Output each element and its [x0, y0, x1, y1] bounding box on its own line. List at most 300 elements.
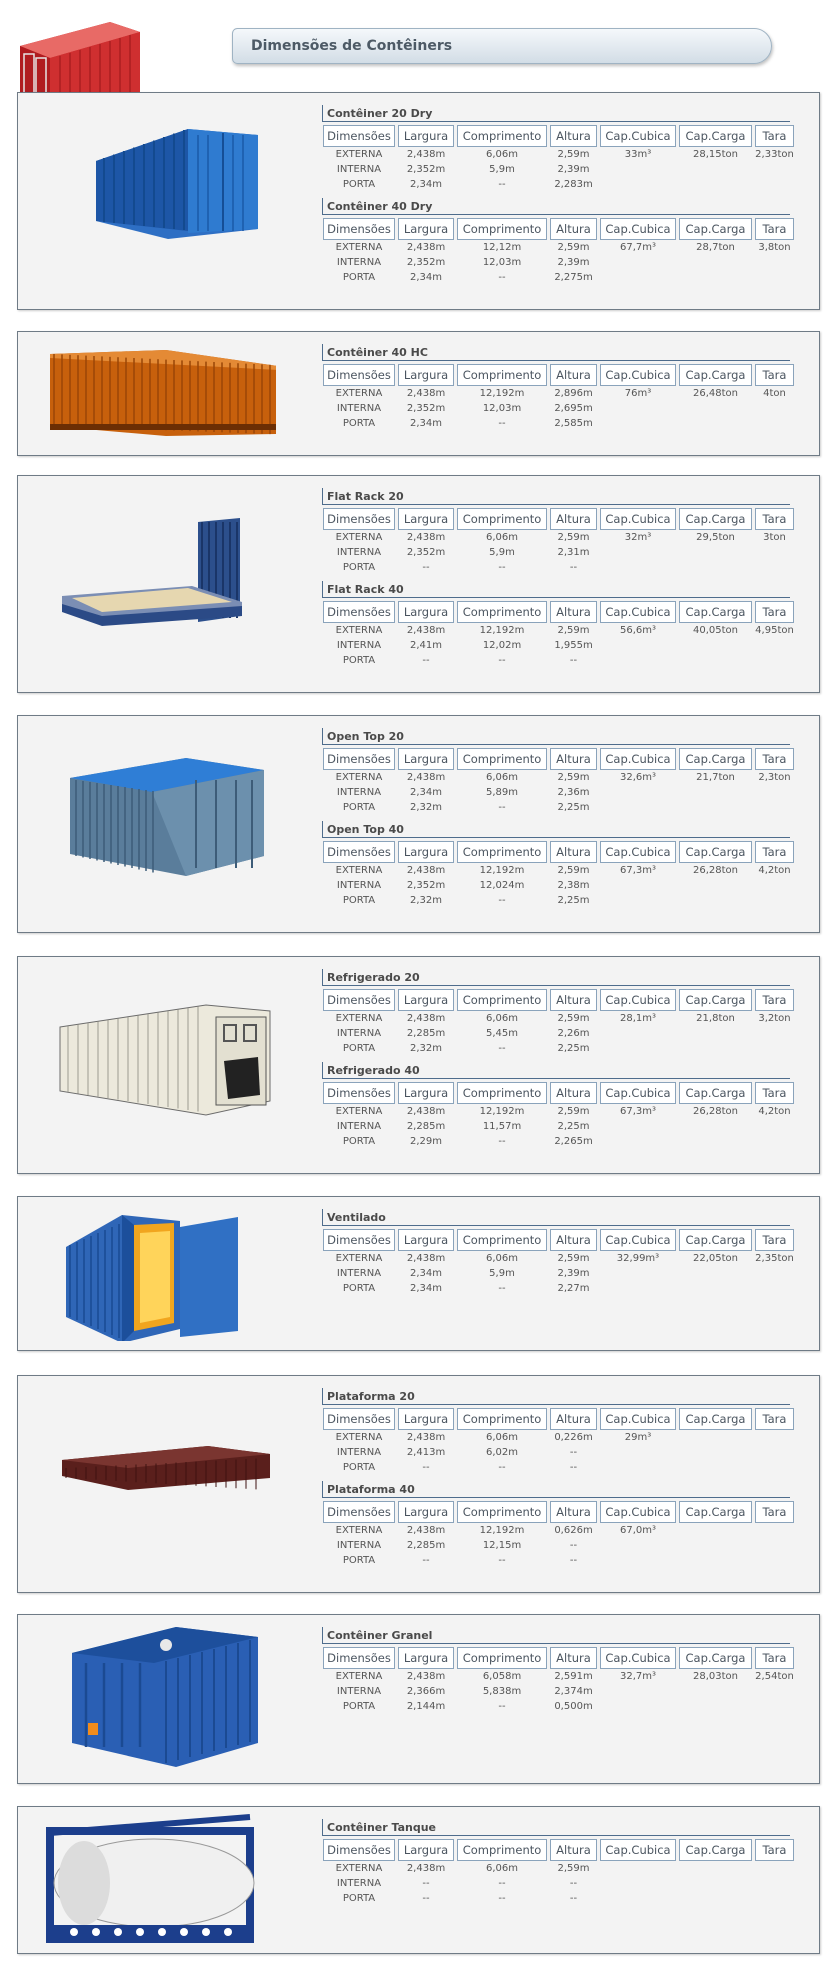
table-cell [600, 162, 676, 177]
column-header: Tara [755, 218, 794, 240]
container-spec-table [322, 581, 812, 668]
table-cell [679, 1684, 752, 1699]
table-cell: 11,57m [482, 1121, 522, 1132]
column-header: Comprimento [457, 125, 547, 147]
table-cell: 2,413m [406, 1447, 446, 1458]
table-cell: -- [422, 1878, 430, 1889]
column-header: Cap.Carga [679, 1501, 752, 1523]
column-header: Tara [755, 748, 794, 770]
table-cell: -- [569, 655, 578, 666]
page-title: Dimensões de Contêiners [251, 38, 453, 54]
table-cell: -- [498, 1878, 506, 1889]
column-header: Dimensões [323, 364, 395, 386]
table-cell: 2,32m [409, 802, 442, 813]
column-header: Cap.Cubica [600, 989, 676, 1011]
table-row [323, 530, 812, 545]
table-row [323, 1251, 812, 1266]
container-spec-table [322, 1627, 812, 1714]
table-cell: 6,06m [485, 1253, 518, 1264]
table-cell: 12,02m [482, 640, 522, 651]
table-cell: 12,03m [482, 257, 522, 268]
table-cell: 2,32m [409, 895, 442, 906]
column-header: Comprimento [457, 989, 547, 1011]
row-label: INTERNA [336, 257, 382, 268]
table-cell: 26,28ton [692, 865, 738, 876]
bulk-container-image [66, 1623, 266, 1773]
column-header: Cap.Carga [679, 125, 752, 147]
table-cell [679, 177, 752, 192]
table-row [323, 386, 812, 401]
column-header: Largura [398, 1647, 454, 1669]
column-header: Cap.Carga [679, 508, 752, 530]
row-label: PORTA [342, 802, 376, 813]
table-cell [600, 255, 676, 270]
table-cell: 2,591m [554, 1671, 593, 1682]
table-cell [679, 270, 752, 285]
container-type-title: Open Top 20 [322, 728, 790, 745]
column-header: Altura [550, 601, 597, 623]
container-type-title: Contêiner 40 HC [322, 344, 790, 361]
table-cell: -- [498, 1136, 506, 1147]
table-cell: 2,25m [557, 895, 590, 906]
container-type-title: Contêiner Tanque [322, 1819, 790, 1836]
table-cell: 2,585m [554, 418, 593, 429]
container-type-title: Open Top 40 [322, 821, 790, 838]
table-row [323, 770, 812, 785]
table-cell [679, 1891, 752, 1906]
column-header: Tara [755, 841, 794, 863]
table-cell: 2,275m [554, 272, 593, 283]
table-cell: 29m³ [624, 1432, 652, 1443]
table-cell: -- [498, 179, 506, 190]
row-label: PORTA [342, 1462, 376, 1473]
table-cell [600, 1876, 676, 1891]
column-header: Dimensões [323, 1839, 395, 1861]
table-cell [600, 1041, 676, 1056]
table-cell [600, 1538, 676, 1553]
table-cell: 2,33ton [755, 149, 794, 160]
column-header: Largura [398, 364, 454, 386]
row-label: INTERNA [336, 1878, 382, 1889]
table-row [323, 1266, 812, 1281]
table-header-row [323, 1839, 812, 1861]
table-cell [679, 878, 752, 893]
table-cell: 2,695m [554, 403, 593, 414]
container-type-title: Refrigerado 20 [322, 969, 790, 986]
table-cell [755, 1119, 794, 1134]
container-panel [17, 331, 820, 456]
row-label: INTERNA [336, 880, 382, 891]
table-cell: 28,7ton [696, 242, 735, 253]
column-header: Largura [398, 1501, 454, 1523]
table-cell: -- [422, 1555, 430, 1566]
table-header-row [323, 841, 812, 863]
column-header: Largura [398, 1408, 454, 1430]
tank-container-image [44, 1813, 284, 1953]
table-cell [600, 638, 676, 653]
table-cell: 2,283m [554, 179, 593, 190]
table-row [323, 270, 812, 285]
table-cell [679, 545, 752, 560]
table-cell: 67,3m³ [619, 865, 656, 876]
table-cell [600, 1266, 676, 1281]
table-cell [755, 1281, 794, 1296]
table-cell: -- [498, 1701, 506, 1712]
column-header: Altura [550, 1408, 597, 1430]
table-cell [679, 1553, 752, 1568]
column-header: Largura [398, 1839, 454, 1861]
column-header: Altura [550, 364, 597, 386]
column-header: Dimensões [323, 748, 395, 770]
table-cell: 2,438m [406, 1253, 446, 1264]
table-row [323, 1523, 812, 1538]
table-cell: 2,896m [554, 388, 593, 399]
container-spec-table [322, 728, 812, 815]
container-spec-table [322, 488, 812, 575]
table-cell [600, 1699, 676, 1714]
table-cell: 2,352m [406, 164, 446, 175]
table-cell [755, 1876, 794, 1891]
container-spec-table [322, 1062, 812, 1149]
row-label: EXTERNA [335, 388, 383, 399]
table-cell: 28,1m³ [619, 1013, 656, 1024]
row-label: INTERNA [336, 1268, 382, 1279]
row-label: PORTA [342, 418, 376, 429]
row-label: EXTERNA [335, 772, 383, 783]
column-header: Dimensões [323, 125, 395, 147]
column-header: Cap.Carga [679, 748, 752, 770]
table-cell [755, 1460, 794, 1475]
table-cell: 6,06m [485, 1432, 518, 1443]
table-cell: 21,7ton [696, 772, 735, 783]
table-cell: 2,59m [557, 1106, 590, 1117]
table-row [323, 623, 812, 638]
table-header-row [323, 989, 812, 1011]
table-cell: 2,59m [557, 625, 590, 636]
column-header: Tara [755, 601, 794, 623]
table-cell: 2,438m [406, 1432, 446, 1443]
table-row [323, 1119, 812, 1134]
table-row [323, 255, 812, 270]
row-label: INTERNA [336, 164, 382, 175]
table-cell: 2,352m [406, 403, 446, 414]
table-cell [679, 1445, 752, 1460]
table-cell: 2,438m [406, 1671, 446, 1682]
table-cell [755, 416, 794, 431]
table-cell: -- [498, 418, 506, 429]
table-row [323, 653, 812, 668]
column-header: Largura [398, 841, 454, 863]
table-cell: 12,192m [479, 865, 525, 876]
table-cell: 2,438m [406, 532, 446, 543]
column-header: Altura [550, 1647, 597, 1669]
table-cell: 2,59m [557, 1013, 590, 1024]
row-label: EXTERNA [335, 1432, 383, 1443]
table-cell: 21,8ton [696, 1013, 735, 1024]
container-panel [17, 92, 820, 310]
table-cell [600, 401, 676, 416]
table-cell: 2,265m [554, 1136, 593, 1147]
column-header: Cap.Cubica [600, 748, 676, 770]
table-cell [600, 800, 676, 815]
column-header: Cap.Carga [679, 841, 752, 863]
table-cell: 22,05ton [692, 1253, 738, 1264]
table-cell: 28,03ton [692, 1671, 738, 1682]
column-header: Cap.Cubica [600, 218, 676, 240]
column-header: Dimensões [323, 841, 395, 863]
column-header: Comprimento [457, 1647, 547, 1669]
table-cell [679, 1026, 752, 1041]
container-spec-table [322, 198, 812, 285]
container-type-title: Contêiner 20 Dry [322, 105, 790, 122]
column-header: Cap.Cubica [600, 1082, 676, 1104]
table-row [323, 800, 812, 815]
container-spec-table [322, 1209, 812, 1296]
table-cell: 2,438m [406, 149, 446, 160]
table-row [323, 1861, 812, 1876]
table-cell: 4,2ton [758, 865, 791, 876]
column-header: Cap.Cubica [600, 841, 676, 863]
table-cell [755, 162, 794, 177]
table-row [323, 1430, 812, 1445]
table-cell: 2,438m [406, 1013, 446, 1024]
dimension-tables [322, 1209, 812, 1302]
table-cell: 2,438m [406, 388, 446, 399]
column-header: Altura [550, 1839, 597, 1861]
dimension-tables [322, 105, 812, 291]
column-header: Cap.Cubica [600, 1408, 676, 1430]
table-cell: 2,59m [557, 149, 590, 160]
table-header-row [323, 1082, 812, 1104]
column-header: Cap.Cubica [600, 1647, 676, 1669]
table-cell: 2,59m [557, 865, 590, 876]
table-cell [755, 1684, 794, 1699]
table-cell [679, 1876, 752, 1891]
table-header-row [323, 1408, 812, 1430]
table-header-row [323, 364, 812, 386]
row-label: EXTERNA [335, 1253, 383, 1264]
column-header: Comprimento [457, 364, 547, 386]
table-cell: 2,366m [406, 1686, 446, 1697]
table-cell [755, 270, 794, 285]
table-cell [600, 1281, 676, 1296]
table-cell: 2,34m [409, 272, 442, 283]
table-cell [679, 1119, 752, 1134]
high-cube-container-image [46, 348, 276, 440]
row-label: INTERNA [336, 403, 382, 414]
table-cell [755, 1538, 794, 1553]
container-panel [17, 1375, 820, 1593]
table-cell: 2,352m [406, 547, 446, 558]
column-header: Tara [755, 989, 794, 1011]
table-cell: 6,02m [485, 1447, 518, 1458]
table-row [323, 416, 812, 431]
column-header: Comprimento [457, 1229, 547, 1251]
table-cell [755, 1699, 794, 1714]
table-cell: 5,45m [485, 1028, 518, 1039]
table-cell [600, 1684, 676, 1699]
row-label: EXTERNA [335, 625, 383, 636]
table-cell: 32,6m³ [619, 772, 656, 783]
table-cell [600, 1861, 676, 1876]
column-header: Tara [755, 1082, 794, 1104]
column-header: Altura [550, 1082, 597, 1104]
table-cell [679, 1460, 752, 1475]
table-cell: 2,438m [406, 1106, 446, 1117]
column-header: Dimensões [323, 1501, 395, 1523]
container-type-title: Plataforma 20 [322, 1388, 790, 1405]
table-cell: 32,7m³ [619, 1671, 656, 1682]
table-cell: 5,9m [489, 1268, 515, 1279]
column-header: Altura [550, 841, 597, 863]
column-header: Tara [755, 364, 794, 386]
column-header: Largura [398, 989, 454, 1011]
table-cell [679, 1266, 752, 1281]
table-cell: 2,36m [557, 787, 590, 798]
table-cell: -- [498, 655, 506, 666]
table-cell: 2,41m [409, 640, 442, 651]
table-cell [600, 653, 676, 668]
column-header: Cap.Carga [679, 364, 752, 386]
container-type-title: Flat Rack 40 [322, 581, 790, 598]
table-cell [755, 255, 794, 270]
container-spec-table [322, 969, 812, 1056]
dimension-tables [322, 488, 812, 674]
table-row [323, 177, 812, 192]
table-cell [600, 545, 676, 560]
table-cell [679, 401, 752, 416]
table-cell: -- [498, 802, 506, 813]
table-cell: 3ton [763, 532, 786, 543]
container-spec-table [322, 105, 812, 192]
table-cell: 12,03m [482, 403, 522, 414]
column-header: Altura [550, 508, 597, 530]
table-cell: 2,285m [406, 1121, 446, 1132]
table-cell [755, 638, 794, 653]
table-cell [679, 800, 752, 815]
table-row [323, 560, 812, 575]
table-cell [679, 1699, 752, 1714]
row-label: PORTA [342, 895, 376, 906]
table-row [323, 147, 812, 162]
table-cell [755, 893, 794, 908]
table-cell: -- [569, 1462, 578, 1473]
table-cell: 12,15m [482, 1540, 522, 1551]
table-cell: 6,06m [485, 1013, 518, 1024]
column-header: Dimensões [323, 1408, 395, 1430]
table-row [323, 545, 812, 560]
container-spec-table [322, 821, 812, 908]
table-cell [755, 1891, 794, 1906]
table-cell [755, 177, 794, 192]
container-spec-table [322, 1388, 812, 1475]
table-cell: 0,226m [554, 1432, 593, 1443]
table-row [323, 240, 812, 255]
table-cell [755, 1553, 794, 1568]
table-cell: 67,3m³ [619, 1106, 656, 1117]
table-cell: 2,38m [557, 880, 590, 891]
table-cell: 2,25m [557, 1121, 590, 1132]
dimension-tables [322, 344, 812, 437]
table-cell: 2,35ton [755, 1253, 794, 1264]
table-cell [679, 560, 752, 575]
table-row [323, 1684, 812, 1699]
table-cell [679, 1538, 752, 1553]
row-label: INTERNA [336, 547, 382, 558]
table-cell [755, 800, 794, 815]
table-cell [600, 1134, 676, 1149]
column-header: Comprimento [457, 508, 547, 530]
row-label: PORTA [342, 1893, 376, 1904]
table-row [323, 1011, 812, 1026]
row-label: EXTERNA [335, 1525, 383, 1536]
table-cell: -- [422, 1462, 430, 1473]
dimension-tables [322, 1819, 812, 1912]
container-type-title: Refrigerado 40 [322, 1062, 790, 1079]
table-cell: 2,59m [557, 1863, 590, 1874]
platform-container-image [58, 1436, 278, 1516]
table-cell: -- [498, 1283, 506, 1294]
table-cell [755, 653, 794, 668]
table-cell [755, 1266, 794, 1281]
table-cell: -- [498, 1893, 506, 1904]
table-cell: -- [569, 1447, 578, 1458]
table-row [323, 401, 812, 416]
table-cell [755, 1430, 794, 1445]
table-cell [755, 785, 794, 800]
table-row [323, 1026, 812, 1041]
column-header: Dimensões [323, 601, 395, 623]
table-cell [679, 1861, 752, 1876]
table-cell [600, 785, 676, 800]
table-cell: 6,058m [482, 1671, 522, 1682]
table-cell: -- [498, 1043, 506, 1054]
table-cell: 2,29m [409, 1136, 442, 1147]
column-header: Altura [550, 748, 597, 770]
table-row [323, 1669, 812, 1684]
table-cell [600, 1119, 676, 1134]
table-cell: 6,06m [485, 772, 518, 783]
table-cell: 33m³ [624, 149, 652, 160]
column-header: Largura [398, 125, 454, 147]
table-cell: 28,15ton [692, 149, 738, 160]
table-cell: 2,25m [557, 1043, 590, 1054]
row-label: EXTERNA [335, 1106, 383, 1117]
dimension-tables [322, 1627, 812, 1720]
row-label: EXTERNA [335, 1863, 383, 1874]
table-cell [679, 162, 752, 177]
table-cell: 0,500m [554, 1701, 593, 1712]
table-cell: 56,6m³ [619, 625, 656, 636]
column-header: Comprimento [457, 1408, 547, 1430]
table-cell: 5,9m [489, 164, 515, 175]
table-cell [755, 1041, 794, 1056]
container-type-title: Ventilado [322, 1209, 790, 1226]
reefer-container-image [56, 997, 276, 1117]
row-label: EXTERNA [335, 149, 383, 160]
table-cell: 2,59m [557, 1253, 590, 1264]
column-header: Altura [550, 1229, 597, 1251]
ventilated-container-image [62, 1211, 272, 1341]
table-cell [679, 416, 752, 431]
column-header: Cap.Carga [679, 1647, 752, 1669]
table-row [323, 1876, 812, 1891]
table-cell: 5,838m [482, 1686, 522, 1697]
table-cell: 2,3ton [758, 772, 791, 783]
table-row [323, 863, 812, 878]
row-label: PORTA [342, 1555, 376, 1566]
column-header: Cap.Cubica [600, 125, 676, 147]
